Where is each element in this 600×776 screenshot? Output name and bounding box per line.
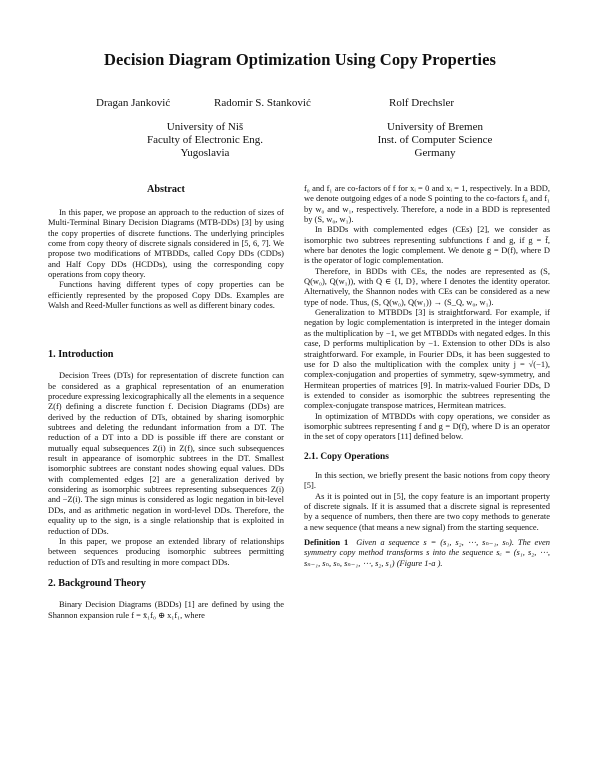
affiliation-line: University of Niš xyxy=(166,121,244,133)
section-heading-introduction: 1. Introduction xyxy=(48,349,114,360)
affiliation-line: Faculty of Electronic Eng. xyxy=(146,134,264,146)
background-paragraph: Binary Decision Diagrams (BDDs) [1] are defined by using the Shannon expansion rule f = x̄₁f₀ ⊕ x₁f₁, where xyxy=(48,599,284,620)
paper-title: Decision Diagram Optimization Using Copy Properties xyxy=(103,50,497,69)
affiliation-line: Inst. of Computer Science xyxy=(377,134,493,146)
left-column xyxy=(48,350,284,620)
body-paragraph: Generalization to MTBDDs [3] is straightforward. For example, if negation by logic complementation is interpreted in the integer domain as the multiplication by −1, we get MTBDDs with negated edges. In this case, D performs multiplication by −1. Extension to other DDs is also straightforward. For example, in Fourier DDs, it has been suggested to use for D also the multiplication with the complex unity j = √(−1), complex-conjugation and properties of symmetry, sqew-symmetry, and Hermitean properties of matrices [9]. In matrix-valued Fourier DDs, D is extended to consider as isomorphic the subtrees representing the complex-conjugate transpose matrices, Hermitean matrices. xyxy=(304,307,550,411)
body-paragraph: f₀ and f₁ are co-factors of f for xᵢ = 0 and xᵢ = 1, respectively. In a BDD, we denote outgoing edges of a node S pointing to the co-factors f₀ and f₁ by w₀ and w₁, respectively. Therefore, a node in a BDD is represented by (S, w₀, w₁). xyxy=(304,183,550,225)
author-1: Dragan Janković xyxy=(96,97,171,109)
definition-text: Given a sequence s = (s₁, s₂, ⋯, sₙ₋₁, sₙ). The even symmetry copy method transforms s into the sequence sₑ = (s₁, s₂, ⋯, sₙ₋₁, sₙ, sₙ, sₙ₋₁, ⋯, s₂, s₁) (Figure 1-a ). xyxy=(304,537,551,568)
abstract-body xyxy=(48,207,284,310)
affiliation-nis xyxy=(120,121,290,160)
section-heading-background: 2. Background Theory xyxy=(48,577,146,589)
copy-paragraph: In this section, we briefly present the basic notions from copy theory [5]. xyxy=(304,469,550,491)
body-paragraph: In optimization of MTBDDs with copy operations, we consider as isomorphic subtrees representing f and g = D(f), where D is an operator in the set of copy operators [11] defined below. xyxy=(304,410,550,442)
abstract-paragraph: In this paper, we propose an approach to the reduction of sizes of Multi-Terminal Binary Decision Diagrams (MTB-DDs) [3] by using the copy properties of discrete functions. The underlying principles come from copy theory of discrete signals considered in [5, 6, 7]. We propose two modifications of MTBDDs, called Copy DDs (CDDs) and Half Copy DDs (HCDDs), using the corresponding copy operations from copy theory. xyxy=(48,207,284,280)
body-paragraph: In BDDs with complemented edges (CEs) [2], we consider as isomorphic two subtrees representing subfunctions f and g, if g = f̄, where bar denotes the logic complement. We denote g = D(f), where D is the operator of logic complementation. xyxy=(304,224,550,266)
abstract-heading: Abstract xyxy=(147,184,185,195)
affiliation-bremen xyxy=(350,121,520,160)
definition-label: Definition 1 xyxy=(304,537,349,547)
affiliation-line: University of Bremen xyxy=(387,121,483,133)
subsection-heading-copy-operations: 2.1. Copy Operations xyxy=(304,451,389,462)
affiliation-line: Germany xyxy=(414,147,456,159)
intro-paragraph: In this paper, we propose an extended library of relationships between sequences producing isomorphic subtrees permitting reduction of DTs and resulting in more compact DDs. xyxy=(48,535,284,567)
intro-paragraph: Decision Trees (DTs) for representation of discrete function can be considered as a graphical representation of an enumeration procedure expressing lexicographically all the elements in a sequence Z(f) defining a discrete function f. Decision Diagrams (DDs) are derived by the reduction of DTs, obtained by sharing isomorphic subtrees and deleting the redundant information from a DT. The reduction of a DT into a DD is possible iff there are constant or mutually equal subsequences Z(i) in Z(f), since such subsequences result in appearance of isomorphic subtrees in the DT. Smallest isomorphic subtrees are constant nodes showing equal values. DDs with complemented edges [2] are a generalization derived by considering as isomorphic subtrees representing subsequences Z(i) and −Z(i). The sign minus is considered as logic negation in bit-level DDs, and as arithmetic negation in word-level DDs. Therefore, the equality up to the sign, is a single relationship that is exploited in reduction of DDs. xyxy=(48,370,284,536)
abstract-paragraph: Functions having different types of copy properties can be efficiently represented by the proposed Copy DDs. Examples are Walsh and Reed-Muller functions as well as different binary codes. xyxy=(48,279,284,311)
author-3: Rolf Drechsler xyxy=(389,97,455,109)
body-paragraph: Therefore, in BDDs with CEs, the nodes are represented as (S, Q(w₀), Q(w₁)), with Q ∈ {I, D}, where I denotes the identity operator. Alternatively, the Shannon nodes with CEs can be considered as a new type of node. Thus, (S, Q(w₀), Q(w₁)) → (S_Q, w₀, w₁). xyxy=(304,265,550,307)
affiliation-line: Yugoslavia xyxy=(180,147,230,159)
author-2: Radomir S. Stanković xyxy=(214,97,311,109)
right-column xyxy=(304,183,550,568)
definition-1 xyxy=(304,537,550,568)
copy-paragraph: As it is pointed out in [5], the copy feature is an important property of discrete signals. If it is assumed that a discrete signal is represented by a sequence of numbers, then there are two copy methods to generate a new sequence (that means a new signal) from the starting sequence. xyxy=(304,490,550,532)
